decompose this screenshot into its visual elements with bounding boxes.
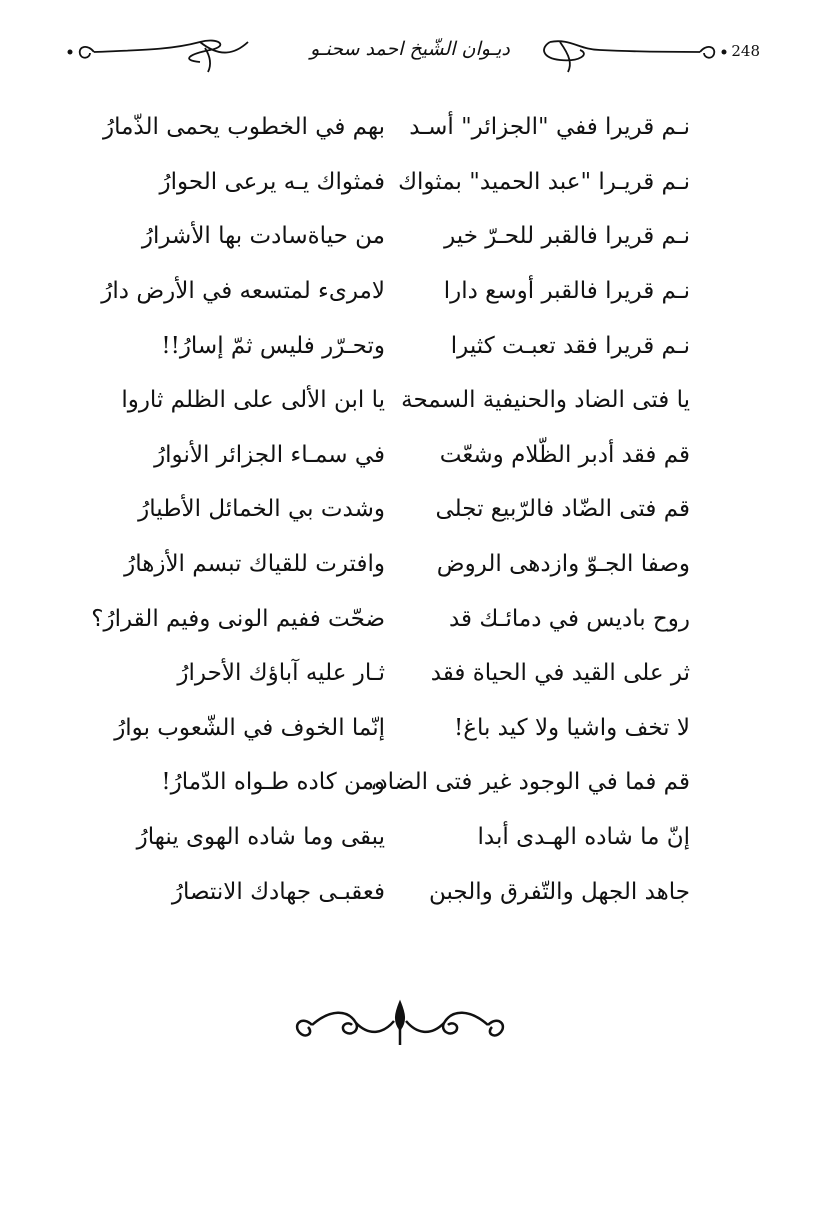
- second-hemistich: فعقبـى جهادك الانتصارُ: [171, 878, 385, 905]
- first-hemistich: جاهد الجهل والتّفرق والجبن: [428, 878, 690, 905]
- second-hemistich: من حياةسادت بها الأشرارُ: [141, 223, 385, 250]
- first-hemistich: وصفا الجـوّ وازدهى الروض: [436, 551, 690, 578]
- poem: [91, 100, 690, 919]
- verse: [120, 482, 690, 537]
- first-hemistich: ثر على القيد في الحياة فقد: [430, 660, 690, 687]
- verse: [103, 100, 690, 155]
- verse: [114, 701, 690, 756]
- second-hemistich: وشدت بي الخمائل الأطيارُ: [138, 496, 385, 523]
- verse: [91, 591, 690, 646]
- first-hemistich: قم فقد أدبر الظّلام وشعّت: [439, 441, 690, 468]
- left-flourish-icon: [68, 41, 249, 72]
- verse: [120, 755, 690, 810]
- first-hemistich: نـم قريرا فالقبر أوسع دارا: [443, 278, 690, 305]
- second-hemistich: في سمـاء الجزائر الأنوارُ: [154, 441, 385, 468]
- first-hemistich: نـم قريرا ففي "الجزائر" أسـد: [409, 114, 690, 141]
- second-hemistich: لامرىء لمتسعه في الأرض دارُ: [101, 278, 385, 305]
- verse: [120, 810, 690, 865]
- second-hemistich: يبقى وما شاده الهوى ينهارُ: [136, 824, 385, 851]
- second-hemistich: ثـار عليه آباؤك الأحرارُ: [177, 660, 385, 687]
- running-title: ديـوان الشّيخ احمد سحنـو: [310, 38, 510, 60]
- second-hemistich: بهم في الخطوب يحمى الذّمارُ: [103, 114, 385, 141]
- verse: [120, 318, 690, 373]
- verse: [101, 264, 690, 319]
- verse: [120, 155, 690, 210]
- first-hemistich: روح باديس في دمائـك قد: [448, 605, 690, 632]
- first-hemistich: نـم قريـرا "عبد الحميد" بمثواك: [398, 168, 690, 195]
- first-hemistich: قم فتى الضّاد فالرّبيع تجلى: [435, 496, 690, 523]
- verse: [120, 646, 690, 701]
- second-hemistich: يا ابن الألى على الظلم ثاروا: [121, 387, 385, 414]
- page-number: 248: [731, 42, 760, 60]
- verse: [120, 209, 690, 264]
- page-header: [60, 28, 760, 76]
- first-hemistich: لا تخف واشيا ولا كيد باغ!: [453, 714, 690, 741]
- first-hemistich: قم فما في الوجود غير فتى الضاد،: [369, 769, 690, 796]
- verse: [120, 537, 690, 592]
- verse: [120, 428, 690, 483]
- first-hemistich: نـم قريرا فقد تعبـت كثيرا: [450, 332, 690, 359]
- scroll-ornament-icon: [290, 995, 510, 1055]
- first-hemistich: إنّ ما شاده الهـدى أبدا: [477, 824, 690, 851]
- second-hemistich: ضحّت ففيم الونى وفيم القرارُ؟: [91, 605, 385, 632]
- right-flourish-icon: [544, 41, 726, 72]
- first-hemistich: يا فتى الضاد والحنيفية السمحة: [401, 387, 690, 414]
- second-hemistich: ومن كاده طـواه الدّمارُ!: [161, 769, 385, 796]
- second-hemistich: فمثواك يـه يرعى الحوارُ: [159, 168, 385, 195]
- second-hemistich: وتحـرّر فليس ثمّ إسارُ!!: [161, 332, 385, 359]
- first-hemistich: نـم قريرا فالقبر للحـرّ خير: [444, 223, 690, 250]
- verse: [120, 373, 690, 428]
- second-hemistich: إنّما الخوف في الشّعوب بوارُ: [114, 714, 385, 741]
- footer-ornament: [290, 995, 510, 1055]
- second-hemistich: وافترت للقياك تبسم الأزهارُ: [124, 551, 385, 578]
- verse: [120, 864, 690, 919]
